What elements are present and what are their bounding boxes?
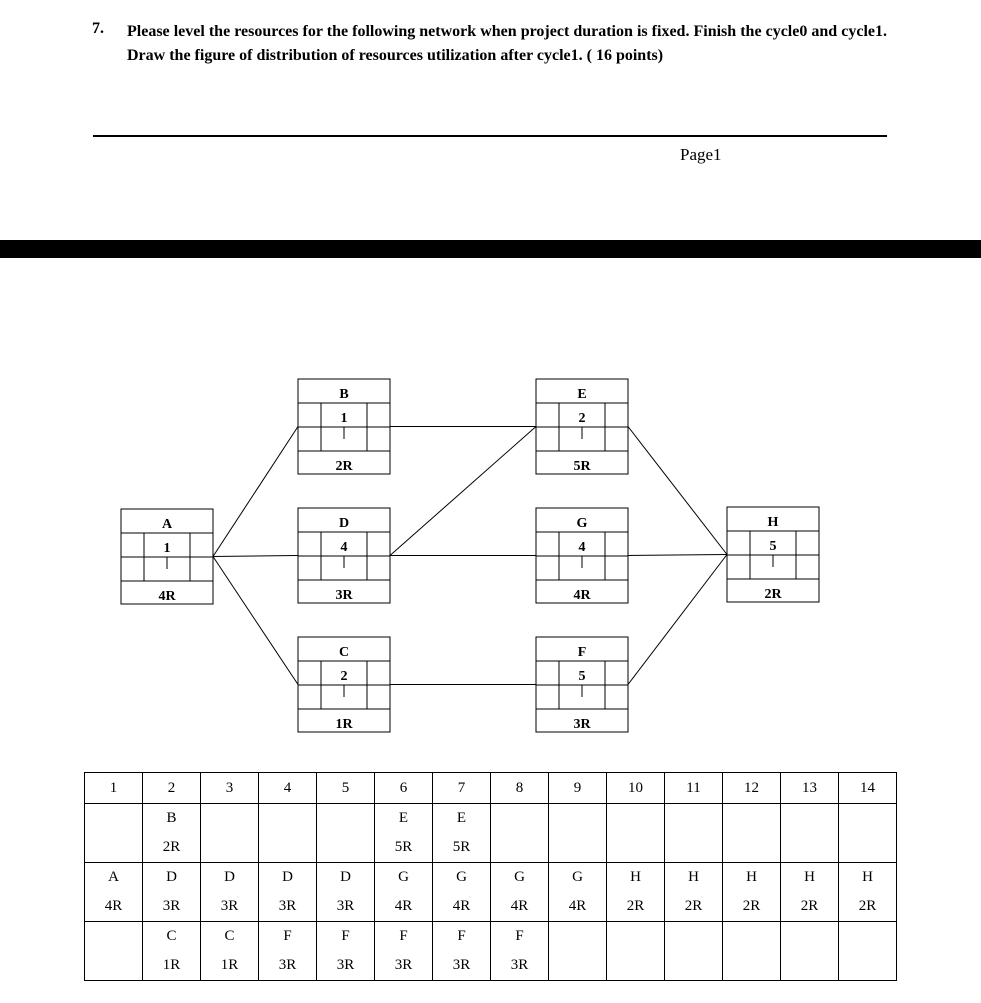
day-header: 2 bbox=[143, 773, 201, 804]
edge-a-b bbox=[213, 427, 298, 557]
cell-activity: D bbox=[340, 869, 351, 885]
cell-resource bbox=[665, 951, 722, 980]
cell-activity: G bbox=[572, 869, 583, 885]
schedule-cell bbox=[549, 863, 607, 922]
node-duration: 1 bbox=[340, 411, 348, 426]
cell-activity: D bbox=[166, 869, 177, 885]
schedule-cell bbox=[781, 922, 839, 981]
node-resource: 1R bbox=[335, 717, 353, 732]
cell-activity: A bbox=[108, 869, 119, 885]
node-resource: 3R bbox=[335, 588, 353, 603]
day-header: 3 bbox=[201, 773, 259, 804]
node-duration: 5 bbox=[769, 539, 777, 554]
cell-resource bbox=[317, 833, 374, 862]
cell-activity: H bbox=[804, 869, 815, 885]
edge-g-h bbox=[628, 555, 727, 556]
cell-activity bbox=[781, 922, 838, 951]
node-duration: 5 bbox=[578, 669, 586, 684]
cell-resource bbox=[607, 951, 664, 980]
schedule-cell bbox=[201, 863, 259, 922]
schedule-cell bbox=[433, 922, 491, 981]
cell-activity bbox=[201, 804, 258, 833]
activity-node-g bbox=[536, 508, 628, 603]
day-header: 10 bbox=[607, 773, 665, 804]
schedule-cell bbox=[665, 922, 723, 981]
schedule-cell bbox=[375, 804, 433, 863]
schedule-row bbox=[85, 922, 897, 981]
cell-resource: 3R bbox=[278, 957, 297, 973]
cell-activity: G bbox=[456, 869, 467, 885]
schedule-cell bbox=[665, 804, 723, 863]
cell-resource: 3R bbox=[336, 957, 355, 973]
cell-resource: 4R bbox=[452, 898, 471, 914]
cell-resource bbox=[723, 951, 780, 980]
schedule-cell bbox=[317, 804, 375, 863]
day-header: 7 bbox=[433, 773, 491, 804]
cell-resource bbox=[259, 833, 316, 862]
cell-activity: F bbox=[399, 928, 408, 944]
activity-node-b bbox=[298, 379, 390, 474]
page-label: Page1 bbox=[680, 145, 722, 164]
cell-resource bbox=[607, 833, 664, 862]
cell-resource: 2R bbox=[684, 898, 703, 914]
schedule-cell bbox=[839, 922, 897, 981]
cell-activity: H bbox=[862, 869, 873, 885]
node-name: G bbox=[576, 516, 588, 531]
schedule-cell bbox=[665, 863, 723, 922]
cell-resource: 3R bbox=[162, 898, 181, 914]
node-name: E bbox=[577, 387, 587, 402]
schedule-cell bbox=[317, 863, 375, 922]
cell-resource: 3R bbox=[510, 957, 529, 973]
cell-activity: D bbox=[282, 869, 293, 885]
schedule-cell bbox=[375, 922, 433, 981]
activity-node-f bbox=[536, 637, 628, 732]
cell-resource bbox=[781, 951, 838, 980]
schedule-cell bbox=[549, 804, 607, 863]
cell-activity: H bbox=[688, 869, 699, 885]
day-header: 12 bbox=[723, 773, 781, 804]
cell-resource: 4R bbox=[104, 898, 123, 914]
schedule-cell bbox=[375, 863, 433, 922]
day-header: 8 bbox=[491, 773, 549, 804]
schedule-cell bbox=[723, 863, 781, 922]
node-name: A bbox=[161, 517, 173, 532]
edge-a-c bbox=[213, 557, 298, 685]
schedule-cell bbox=[143, 922, 201, 981]
cell-resource: 5R bbox=[394, 839, 413, 855]
cell-activity: G bbox=[514, 869, 525, 885]
cell-resource bbox=[549, 951, 606, 980]
cell-activity: F bbox=[515, 928, 524, 944]
cell-resource: 5R bbox=[452, 839, 471, 855]
schedule-cell bbox=[317, 922, 375, 981]
schedule-cell bbox=[723, 804, 781, 863]
cell-activity: F bbox=[457, 928, 466, 944]
day-header: 11 bbox=[665, 773, 723, 804]
cell-activity: E bbox=[456, 810, 467, 826]
schedule-cell bbox=[143, 863, 201, 922]
cell-resource: 2R bbox=[742, 898, 761, 914]
cell-activity: C bbox=[166, 928, 177, 944]
cell-activity: F bbox=[283, 928, 292, 944]
node-resource: 4R bbox=[573, 588, 591, 603]
cell-activity: D bbox=[224, 869, 235, 885]
schedule-cell bbox=[143, 804, 201, 863]
schedule-cell bbox=[839, 863, 897, 922]
schedule-cell bbox=[839, 804, 897, 863]
cell-resource bbox=[85, 951, 142, 980]
node-name: C bbox=[338, 645, 350, 660]
schedule-cell bbox=[85, 863, 143, 922]
schedule-cell bbox=[491, 922, 549, 981]
cell-activity: C bbox=[224, 928, 235, 944]
node-duration: 4 bbox=[340, 540, 348, 555]
day-header: 9 bbox=[549, 773, 607, 804]
cell-activity bbox=[549, 804, 606, 833]
schedule-cell bbox=[85, 922, 143, 981]
schedule-cell bbox=[723, 922, 781, 981]
day-header: 1 bbox=[85, 773, 143, 804]
cell-resource: 3R bbox=[452, 957, 471, 973]
cell-resource bbox=[839, 951, 896, 980]
cell-activity bbox=[607, 922, 664, 951]
cell-resource bbox=[85, 833, 142, 862]
node-duration: 2 bbox=[340, 669, 348, 684]
edge-a-d bbox=[213, 556, 298, 557]
node-duration: 2 bbox=[578, 411, 586, 426]
activity-node-a bbox=[121, 509, 213, 604]
cell-activity: B bbox=[166, 810, 177, 826]
cell-activity bbox=[723, 922, 780, 951]
schedule-cell bbox=[607, 863, 665, 922]
day-header-row bbox=[85, 773, 897, 804]
activity-node-e bbox=[536, 379, 628, 474]
schedule-cell bbox=[781, 804, 839, 863]
cell-activity: H bbox=[630, 869, 641, 885]
node-name: F bbox=[577, 645, 587, 660]
cell-activity bbox=[259, 804, 316, 833]
cell-resource bbox=[723, 833, 780, 862]
cell-activity bbox=[317, 804, 374, 833]
cell-resource bbox=[549, 833, 606, 862]
cell-resource: 3R bbox=[278, 898, 297, 914]
cell-resource: 4R bbox=[568, 898, 587, 914]
edge-f-h bbox=[628, 555, 727, 685]
schedule-cell bbox=[549, 922, 607, 981]
node-resource: 2R bbox=[335, 459, 353, 474]
day-header: 6 bbox=[375, 773, 433, 804]
cell-resource: 3R bbox=[220, 898, 239, 914]
schedule-cell bbox=[259, 922, 317, 981]
cell-resource: 2R bbox=[800, 898, 819, 914]
day-header: 13 bbox=[781, 773, 839, 804]
day-header: 4 bbox=[259, 773, 317, 804]
node-resource: 5R bbox=[573, 459, 591, 474]
cell-activity bbox=[723, 804, 780, 833]
node-duration: 1 bbox=[163, 541, 171, 556]
schedule-row bbox=[85, 863, 897, 922]
cell-resource: 2R bbox=[626, 898, 645, 914]
cell-resource bbox=[665, 833, 722, 862]
day-header: 5 bbox=[317, 773, 375, 804]
schedule-cell bbox=[607, 922, 665, 981]
cell-activity: F bbox=[341, 928, 350, 944]
cell-resource: 4R bbox=[510, 898, 529, 914]
schedule-cell bbox=[491, 804, 549, 863]
schedule-cell bbox=[201, 922, 259, 981]
schedule-cell bbox=[259, 863, 317, 922]
schedule-cell bbox=[201, 804, 259, 863]
cell-activity bbox=[839, 804, 896, 833]
activity-node-c bbox=[298, 637, 390, 732]
cell-activity bbox=[85, 922, 142, 951]
schedule-cell bbox=[259, 804, 317, 863]
question-text: Please level the resources for the following network when project duration is fixed. Finish the cycle0 and cycle1. Draw the figure of distribution of resources utilization after cycle1. ( 16 points) bbox=[127, 23, 887, 64]
cell-activity: G bbox=[398, 869, 409, 885]
cell-resource: 1R bbox=[220, 957, 239, 973]
cell-resource: 2R bbox=[858, 898, 877, 914]
cell-resource: 3R bbox=[394, 957, 413, 973]
cell-resource: 1R bbox=[162, 957, 181, 973]
cell-resource: 4R bbox=[394, 898, 413, 914]
activity-node-h bbox=[727, 507, 819, 602]
cell-activity bbox=[781, 804, 838, 833]
cell-resource bbox=[201, 833, 258, 862]
node-resource: 2R bbox=[764, 587, 782, 602]
node-duration: 4 bbox=[578, 540, 586, 555]
node-resource: 3R bbox=[573, 717, 591, 732]
edge-e-h bbox=[628, 427, 727, 555]
node-name: H bbox=[767, 515, 779, 530]
question-number: 7. bbox=[92, 20, 104, 37]
cell-activity bbox=[665, 804, 722, 833]
schedule-cell bbox=[781, 863, 839, 922]
schedule-cell bbox=[607, 804, 665, 863]
schedule-cell bbox=[433, 863, 491, 922]
edge-d-e bbox=[390, 427, 536, 556]
node-name: B bbox=[339, 387, 349, 402]
schedule-cell bbox=[85, 804, 143, 863]
cell-activity bbox=[491, 804, 548, 833]
cell-activity: E bbox=[398, 810, 409, 826]
cell-activity bbox=[839, 922, 896, 951]
cell-activity bbox=[549, 922, 606, 951]
cell-activity bbox=[607, 804, 664, 833]
cell-activity bbox=[665, 922, 722, 951]
node-name: D bbox=[338, 516, 350, 531]
cell-resource bbox=[491, 833, 548, 862]
cell-activity: H bbox=[746, 869, 757, 885]
node-resource: 4R bbox=[158, 589, 176, 604]
activity-node-d bbox=[298, 508, 390, 603]
schedule-row bbox=[85, 804, 897, 863]
cell-activity bbox=[85, 804, 142, 833]
cell-resource: 3R bbox=[336, 898, 355, 914]
cell-resource bbox=[839, 833, 896, 862]
schedule-cell bbox=[491, 863, 549, 922]
cell-resource: 2R bbox=[162, 839, 181, 855]
schedule-cell bbox=[433, 804, 491, 863]
day-header: 14 bbox=[839, 773, 897, 804]
cell-resource bbox=[781, 833, 838, 862]
resource-schedule-table bbox=[84, 772, 897, 981]
